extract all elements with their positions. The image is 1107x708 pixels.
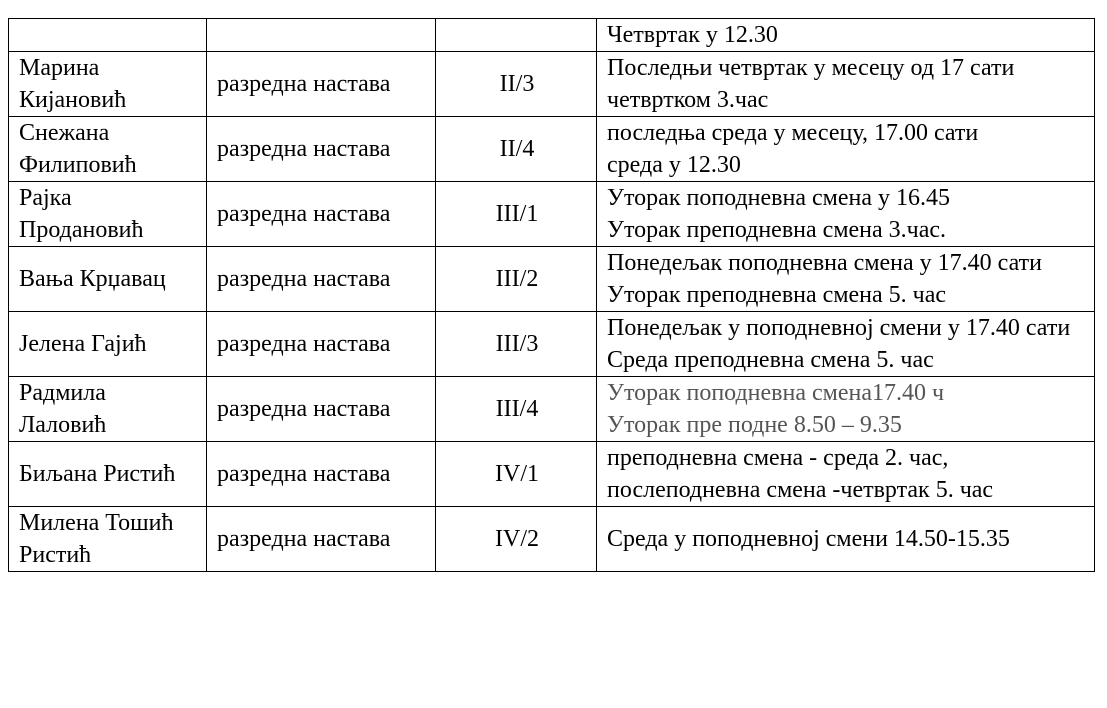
schedule-table-body bbox=[9, 19, 1095, 572]
consultation-time-line: Уторак пре подне 8.50 – 9.35 bbox=[607, 412, 902, 438]
consultation-time-cell bbox=[597, 442, 1095, 507]
consultation-time-cell bbox=[597, 52, 1095, 117]
consultation-time-line: среда у 12.30 bbox=[607, 152, 741, 178]
consultation-time-cell bbox=[597, 377, 1095, 442]
class-cell bbox=[436, 19, 597, 52]
table-row bbox=[9, 377, 1095, 442]
subject-cell: разредна настава bbox=[207, 442, 436, 507]
consultation-time-line: преподневна смена - среда 2. час, bbox=[607, 445, 949, 471]
table-row bbox=[9, 312, 1095, 377]
class-cell: III/4 bbox=[436, 377, 597, 442]
consultation-time-line: последња среда у месецу, 17.00 сати bbox=[607, 120, 979, 146]
consultation-time-line: Среда у поподневној смени 14.50-15.35 bbox=[607, 526, 1010, 552]
consultation-time-line: Уторак преподневна смена 5. час bbox=[607, 282, 947, 308]
consultation-time-line: послеподневна смена -четвртак 5. час bbox=[607, 477, 994, 503]
consultation-time-cell bbox=[597, 312, 1095, 377]
consultation-time-cell bbox=[597, 117, 1095, 182]
class-cell: IV/1 bbox=[436, 442, 597, 507]
table-row bbox=[9, 19, 1095, 52]
subject-cell: разредна настава bbox=[207, 377, 436, 442]
table-row bbox=[9, 182, 1095, 247]
teacher-name-cell: Милена Тошић Ристић bbox=[9, 507, 207, 572]
teacher-name-cell: Вања Крџавац bbox=[9, 247, 207, 312]
subject-cell: разредна настава bbox=[207, 507, 436, 572]
teacher-name-cell: Снежана Филиповић bbox=[9, 117, 207, 182]
teacher-name-cell: Јелена Гајић bbox=[9, 312, 207, 377]
consultation-time-cell bbox=[597, 507, 1095, 572]
consultation-time-cell bbox=[597, 182, 1095, 247]
table-row bbox=[9, 117, 1095, 182]
consultation-time-line: Уторак преподневна смена 3.час. bbox=[607, 217, 947, 243]
consultation-time-cell bbox=[597, 19, 1095, 52]
teacher-name-cell: Биљана Ристић bbox=[9, 442, 207, 507]
consultation-time-cell bbox=[597, 247, 1095, 312]
class-cell: IV/2 bbox=[436, 507, 597, 572]
subject-cell bbox=[207, 19, 436, 52]
subject-cell: разредна настава bbox=[207, 117, 436, 182]
table-row bbox=[9, 442, 1095, 507]
consultation-time-line: Последњи четвртак у месецу од 17 сати bbox=[607, 55, 1015, 81]
subject-cell: разредна настава bbox=[207, 182, 436, 247]
consultation-time-line: Понедељак у поподневној смени у 17.40 сати bbox=[607, 315, 1071, 341]
class-cell: III/2 bbox=[436, 247, 597, 312]
teacher-name-cell: Радмила Лаловић bbox=[9, 377, 207, 442]
table-row bbox=[9, 52, 1095, 117]
teacher-name-cell: Рајка Продановић bbox=[9, 182, 207, 247]
class-cell: II/3 bbox=[436, 52, 597, 117]
consultation-time-line: четвртком 3.час bbox=[607, 87, 769, 113]
teacher-name-cell bbox=[9, 19, 207, 52]
table-row bbox=[9, 507, 1095, 572]
table-row bbox=[9, 247, 1095, 312]
class-cell: III/1 bbox=[436, 182, 597, 247]
consultation-time-line: Уторак поподневна смена17.40 ч bbox=[607, 380, 945, 406]
consultation-time-line: Уторак поподневна смена у 16.45 bbox=[607, 185, 950, 211]
subject-cell: разредна настава bbox=[207, 52, 436, 117]
class-cell: III/3 bbox=[436, 312, 597, 377]
consultation-schedule-table bbox=[8, 18, 1095, 572]
consultation-time-line: Четвртак у 12.30 bbox=[607, 22, 778, 48]
teacher-name-cell: Марина Кијановић bbox=[9, 52, 207, 117]
class-cell: II/4 bbox=[436, 117, 597, 182]
consultation-time-line: Среда преподневна смена 5. час bbox=[607, 347, 934, 373]
subject-cell: разредна настава bbox=[207, 312, 436, 377]
subject-cell: разредна настава bbox=[207, 247, 436, 312]
consultation-time-line: Понедељак поподневна смена у 17.40 сати bbox=[607, 250, 1042, 276]
